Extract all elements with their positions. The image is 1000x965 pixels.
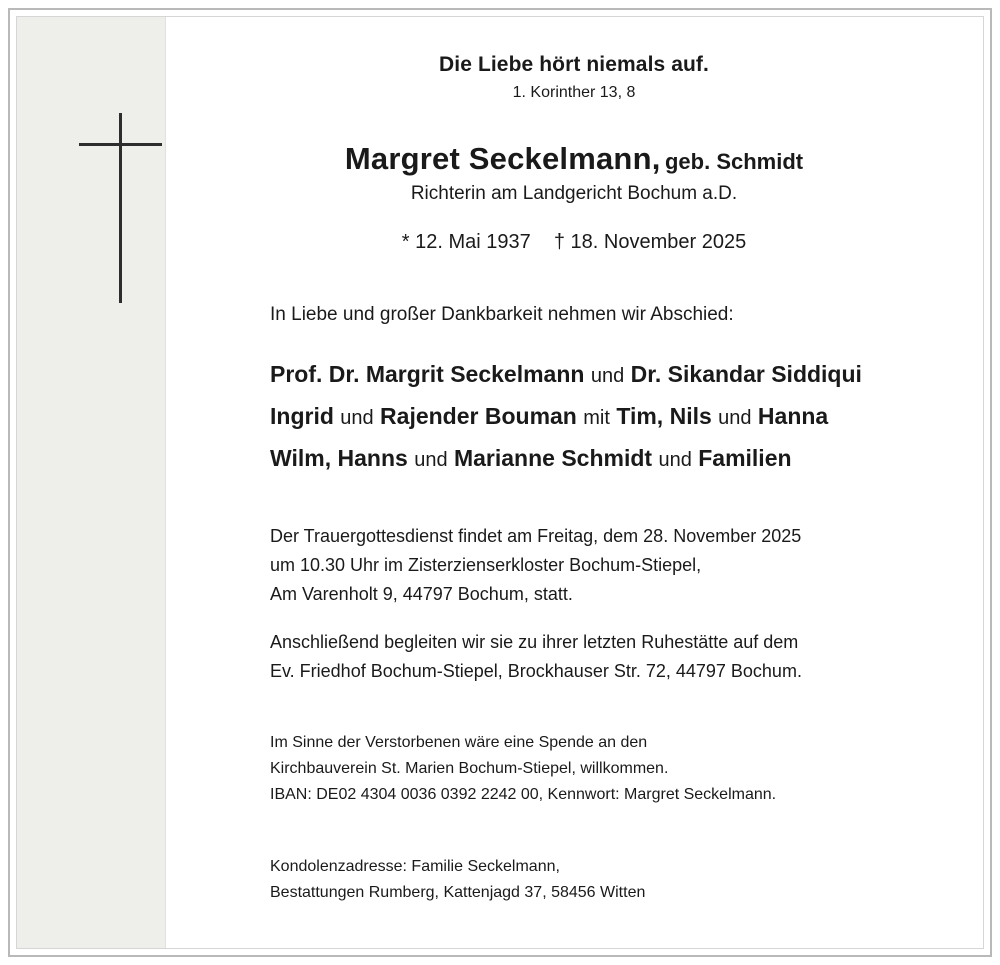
cross-horizontal-bar [79,143,162,146]
deceased-name [165,141,983,177]
family-join: und [658,449,692,471]
family-list [270,354,943,480]
outer-frame [8,8,992,957]
family-name: Ingrid [270,403,334,429]
obituary-body [165,304,983,906]
burial-line: Anschließend begleiten wir sie zu ihrer letzten Ruhestätte auf dem [270,632,799,652]
deceased-name-suffix: geb. Schmidt [664,149,804,174]
donation-line: Kirchbauverein St. Marien Bochum-Stiepel, willkommen. [270,760,669,777]
obituary-content [165,17,983,948]
condolence-line: Bestattungen Rumberg, Kattenjagd 37, 58456 Witten [270,884,646,901]
deceased-profession: Richterin am Landgericht Bochum a.D. [410,183,738,204]
inner-frame [16,16,984,949]
service-info [270,522,943,686]
deceased-name-main: Margret Seckelmann, [344,141,661,176]
left-decorative-band [17,17,166,948]
verse-reference: 1. Korinther 13, 8 [512,84,636,101]
family-join: und [590,365,625,387]
cross-vertical-bar [119,113,122,303]
intro-text: In Liebe und großer Dankbarkeit nehmen wir Abschied: [270,304,734,325]
family-join: und [340,407,374,429]
burial-line: Ev. Friedhof Bochum-Stiepel, Brockhauser Str. 72, 44797 Bochum. [270,661,802,681]
service-line: um 10.30 Uhr im Zisterzienserkloster Bochum-Stiepel, [270,555,702,575]
family-name: Rajender Bouman [380,403,577,429]
family-name: Wilm, Hanns [270,445,408,471]
family-name: Hanna [757,403,829,429]
family-line [270,438,943,480]
family-name: Tim, Nils [616,403,712,429]
family-name: Dr. Sikandar Siddiqui [630,361,862,387]
family-line [270,396,943,438]
service-line: Der Trauergottesdienst findet am Freitag, dem 28. November 2025 [270,526,802,546]
service-line: Am Varenholt 9, 44797 Bochum, statt. [270,584,573,604]
donation-iban: IBAN: DE02 4304 0036 0392 2242 00, Kennwort: Margret Seckelmann. [270,786,777,803]
condolence-info [270,854,943,906]
family-name: Familien [698,445,792,471]
verse-text: Die Liebe hört niemals auf. [439,53,709,76]
family-join: und [414,449,448,471]
family-name: Marianne Schmidt [453,445,653,471]
donation-info [270,730,943,808]
donation-line: Im Sinne der Verstorbenen wäre eine Spende an den [270,734,648,751]
family-line [270,354,943,396]
family-join: und [718,407,752,429]
birth-date: * 12. Mai 1937 [401,231,531,253]
condolence-line: Kondolenzadresse: Familie Seckelmann, [270,858,560,875]
death-date: † 18. November 2025 [553,231,747,253]
family-join: mit [583,407,610,429]
life-dates [165,231,983,254]
family-name: Prof. Dr. Margrit Seckelmann [270,361,585,387]
